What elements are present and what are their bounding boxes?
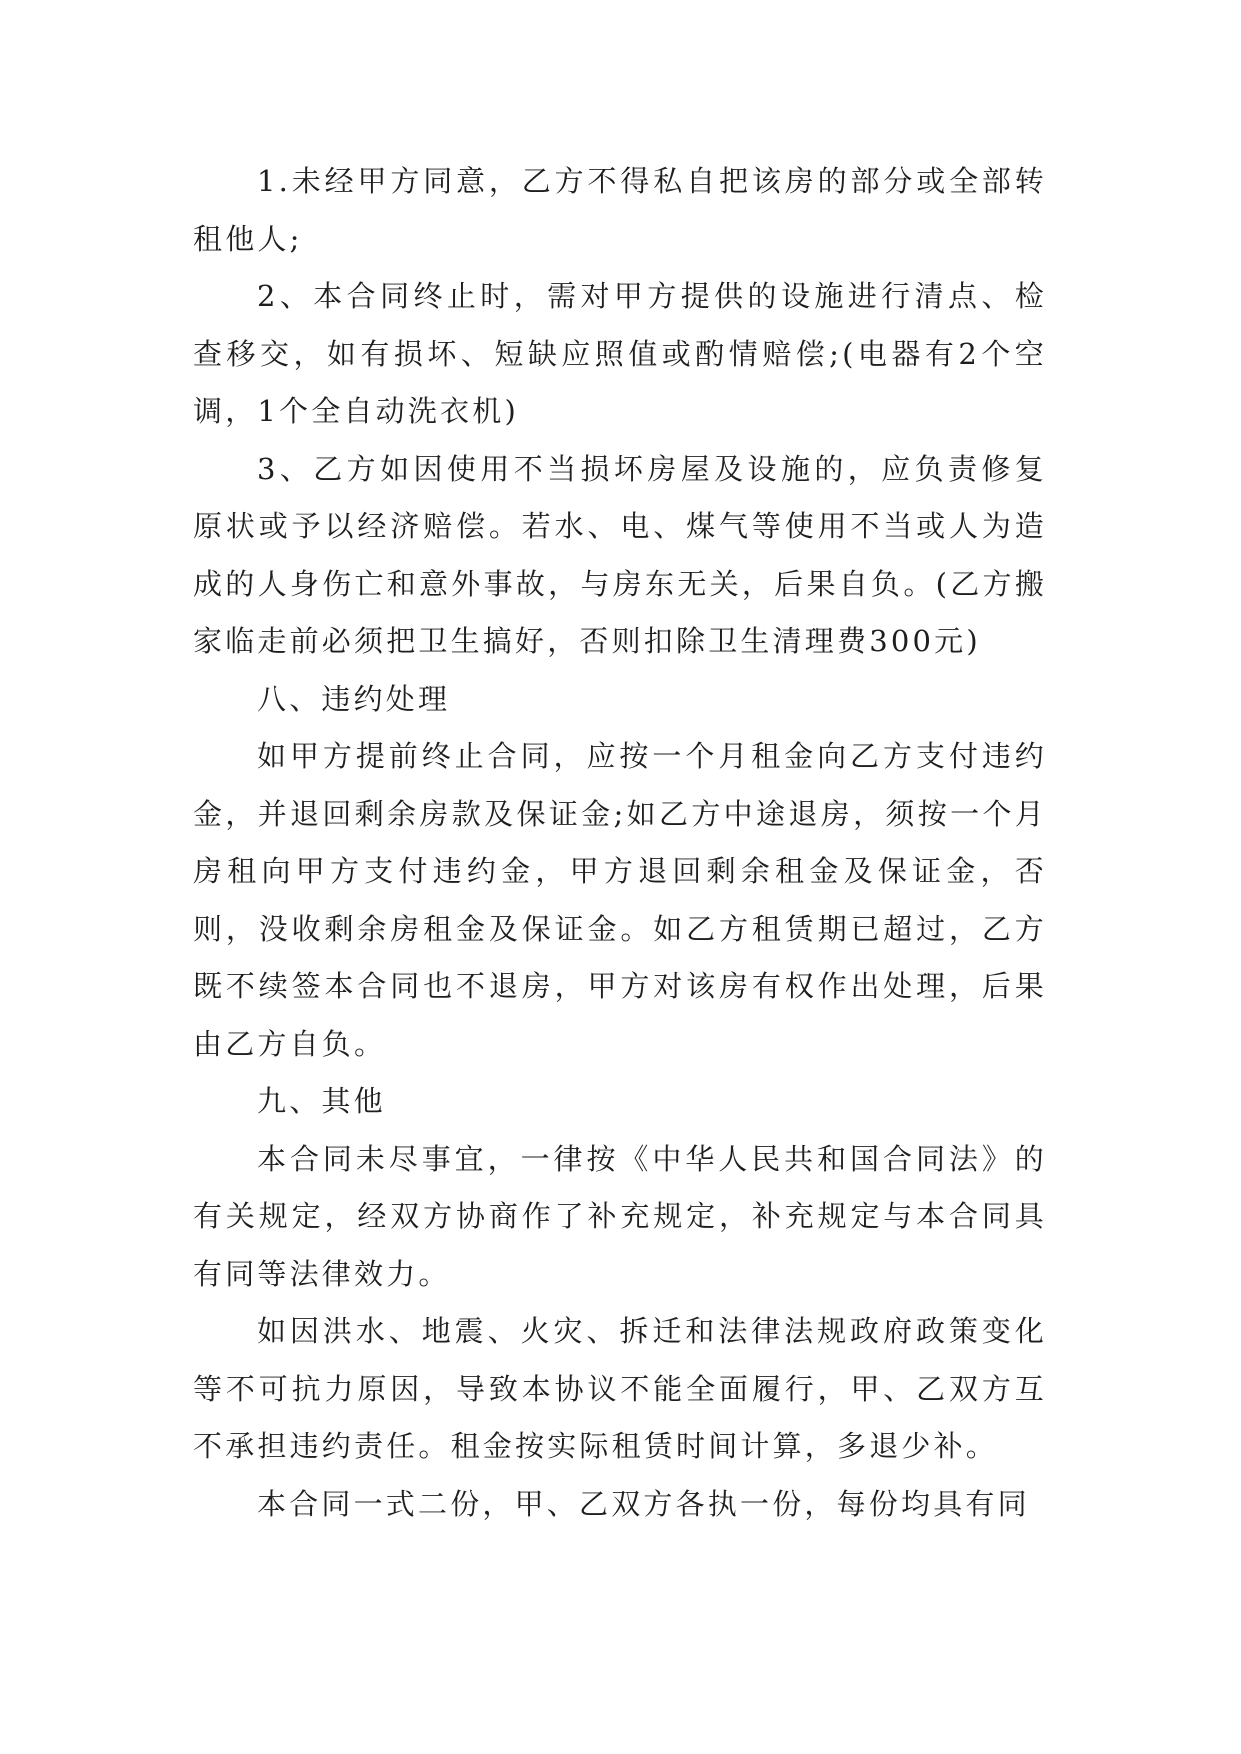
other-paragraph-1: 本合同未尽事宜，一律按《中华人民共和国合同法》的有关规定，经双方协商作了补充规定，补充规定与本合同具有同等法律效力。 bbox=[193, 1141, 1047, 1291]
section-heading-breach: 八、违约处理 bbox=[257, 681, 451, 716]
clause-7-item-1: 1.未经甲方同意，乙方不得私自把该房的部分或全部转租他人; bbox=[193, 164, 1047, 256]
clause-7-item-3: 3、乙方如因使用不当损坏房屋及设施的，应负责修复原状或予以经济赔偿。若水、电、煤气等使用不当或人为造成的人身伤亡和意外事故，与房东无关，后果自负。(乙方搬家临走前必须把卫生搞好，否则扣除卫生清理费300元) bbox=[193, 451, 1047, 658]
document-body bbox=[193, 153, 1047, 1533]
clause-7-item-2: 2、本合同终止时，需对甲方提供的设施进行清点、检查移交，如有损坏、短缺应照值或酌情赔偿;(电器有2个空调，1个全自动洗衣机) bbox=[193, 279, 1047, 428]
breach-paragraph: 如甲方提前终止合同，应按一个月租金向乙方支付违约金，并退回剩余房款及保证金;如乙方中途退房，须按一个月房租向甲方支付违约金，甲方退回剩余租金及保证金，否则，没收剩余房租金及保证金。如乙方租赁期已超过，乙方既不续签本合同也不退房，甲方对该房有权作出处理，后果由乙方自负。 bbox=[193, 739, 1047, 1061]
other-paragraph-2: 如因洪水、地震、火灾、拆迁和法律法规政府政策变化等不可抗力原因，导致本协议不能全面履行，甲、乙双方互不承担违约责任。租金按实际租赁时间计算，多退少补。 bbox=[193, 1314, 1047, 1463]
section-heading-other: 九、其他 bbox=[257, 1084, 386, 1118]
other-paragraph-3: 本合同一式二份，甲、乙双方各执一份，每份均具有同 bbox=[257, 1486, 1030, 1521]
